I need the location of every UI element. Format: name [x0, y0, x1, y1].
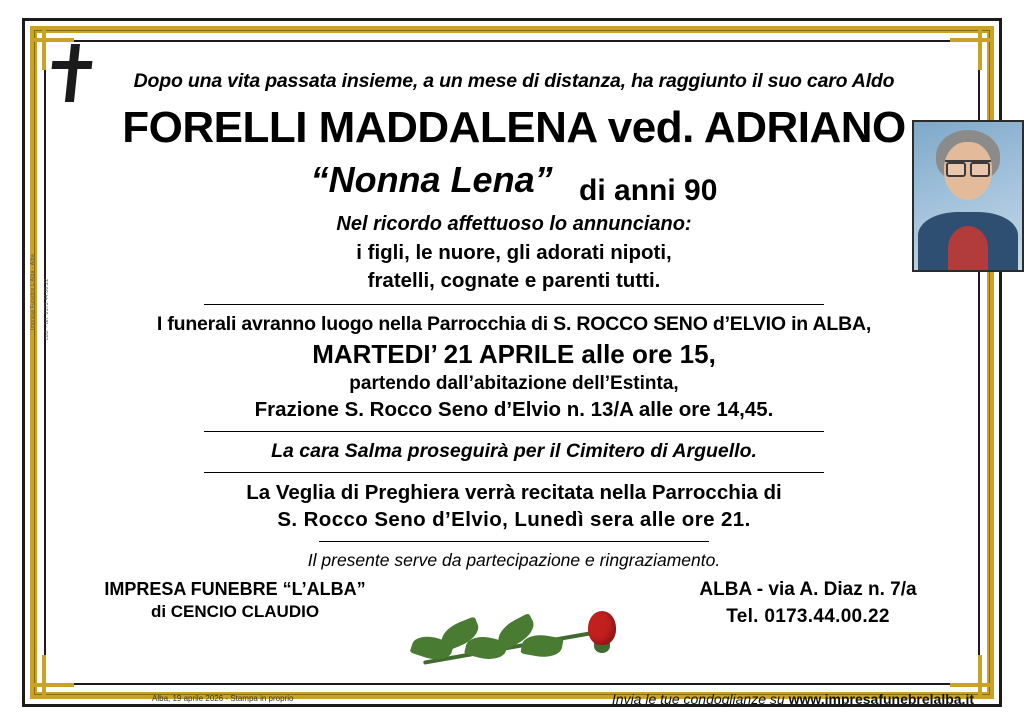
funeral-line-4: Frazione S. Rocco Seno d’Elvio n. 13/A alle ore 14,45. [254, 398, 774, 422]
closing-line: Il presente serve da partecipazione e ringraziamento. [307, 550, 721, 571]
deceased-name: FORELLI MADDALENA ved. ADRIANO [122, 103, 906, 152]
funeral-line-2: MARTEDI’ 21 APRILE alle ore 15, [312, 339, 716, 370]
side-note-2: cod. - tel. 0173.44.00.22 [44, 278, 50, 340]
memory-line-2: i figli, le nuore, gli adorati nipoti, [356, 240, 672, 264]
burial-line: La cara Salma proseguirà per il Cimitero di Arguello. [271, 440, 757, 463]
condolences-prefix: Invia le tue condoglianze su [611, 691, 789, 707]
condolences-note [612, 691, 974, 707]
funeral-agency [70, 577, 400, 624]
funeral-line-3: partendo dall’abitazione dell’Estinta, [349, 373, 679, 395]
condolences-website: www.impresafunebrelalba.it [788, 691, 974, 707]
side-note-1: Impresa Funebre L’Alba - Alba [30, 254, 36, 330]
divider-4 [319, 541, 709, 542]
rose-decoration [404, 593, 624, 665]
print-note: Alba, 19 aprile 2026 - Stampa in proprio [152, 694, 294, 703]
memory-line-1: Nel ricordo affettuoso lo annunciano: [336, 213, 692, 236]
agency-owner: di CENCIO CLAUDIO [150, 602, 320, 622]
divider-3 [204, 472, 824, 473]
funeral-line-1: I funerali avranno luogo nella Parrocchia di S. ROCCO SENO d’ELVIO in ALBA, [156, 313, 872, 336]
vigil-line-2: S. Rocco Seno d’Elvio, Lunedì sera alle ore 21. [277, 508, 751, 532]
poster-footer [60, 577, 968, 673]
divider-1 [204, 304, 824, 305]
agency-name: IMPRESA FUNEBRE “L’ALBA” [104, 579, 366, 599]
agency-address: ALBA - via A. Diaz n. 7/a [699, 579, 917, 600]
memory-block [60, 211, 968, 295]
memory-line-3: fratelli, cognate e parenti tutti. [367, 269, 661, 293]
age: di anni 90 [579, 174, 718, 208]
nickname: “Nonna Lena” [310, 159, 553, 201]
intro-line: Dopo una vita passata insieme, a un mese di distanza, ha raggiunto il suo caro Aldo [133, 70, 895, 92]
agency-contact [648, 577, 968, 630]
nickname-row [60, 159, 968, 208]
agency-phone: Tel. 0173.44.00.22 [726, 605, 890, 627]
divider-2 [204, 431, 824, 432]
vigil-line-1: La Veglia di Preghiera verrà recitata nella Parrocchia di [246, 481, 782, 505]
